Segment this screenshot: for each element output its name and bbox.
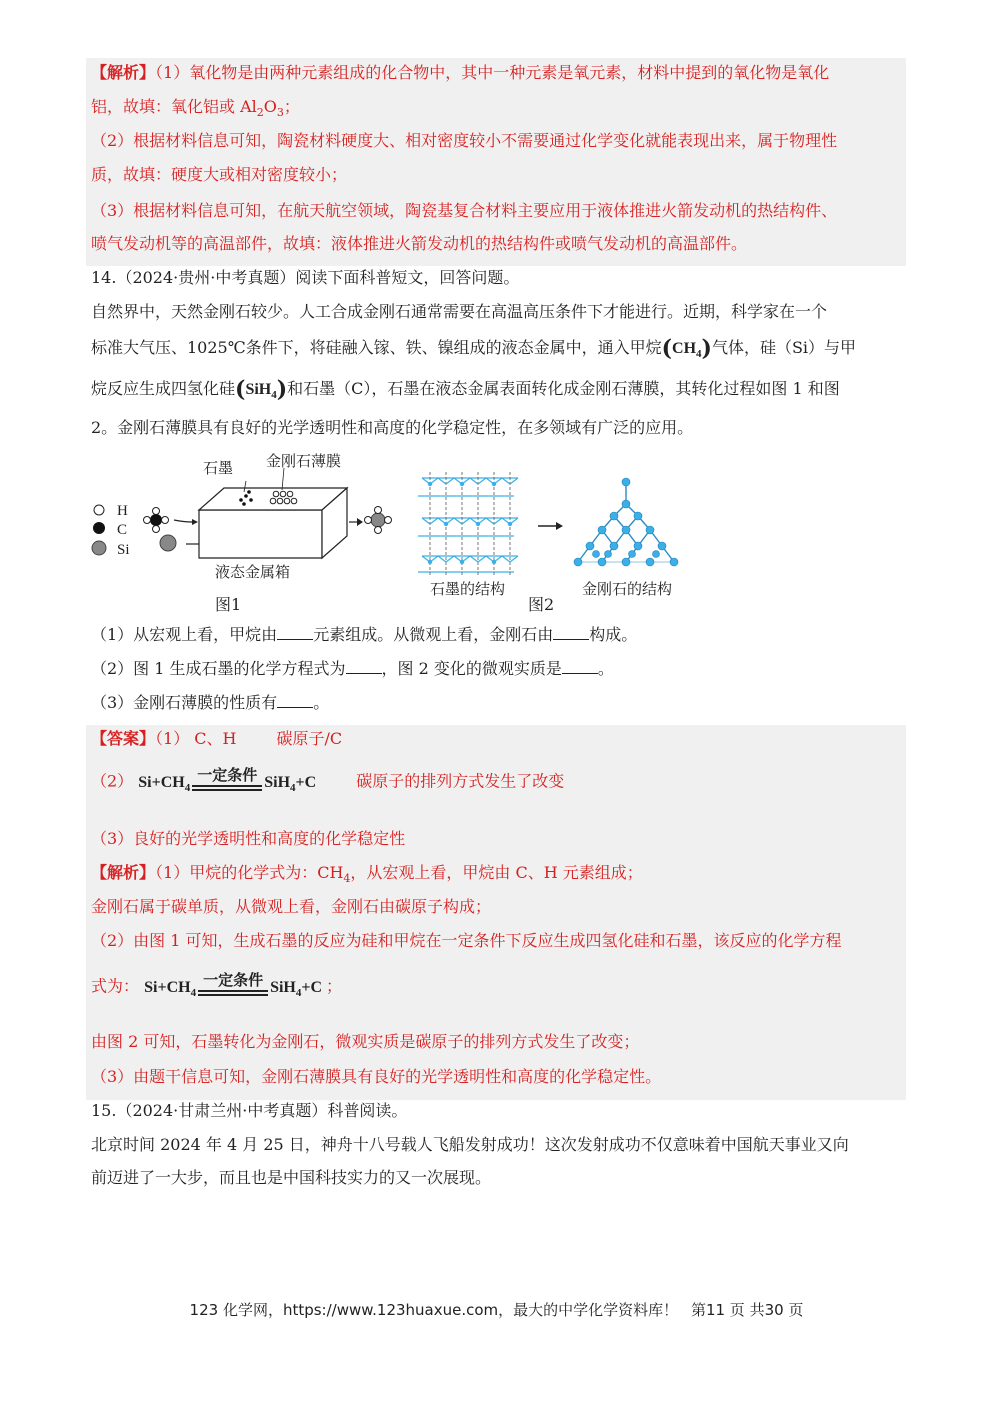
legend-c-atom xyxy=(93,522,105,534)
question-14-paragraph-line-3: 烷反应生成四氢化硅(SiH$_4$)和石墨（C），石墨在液态金属表面转化成金刚石薄膜，其转化过程如图 1 和图 xyxy=(91,376,840,403)
diamond-structure xyxy=(578,482,674,562)
silane-formula: SiH$_4$ xyxy=(245,381,277,402)
answer-blank[interactable] xyxy=(553,625,589,640)
analysis-14-line-2: 金刚石属于碳单质，从微观上看，金刚石由碳原子构成； xyxy=(91,897,492,916)
analysis-13-line-3: （2）根据材料信息可知，陶瓷材料硬度大、相对密度较小不需要通过化学变化就能表现出来，属于物理性 xyxy=(91,131,838,150)
footer-page-number: 第11 页 共30 页 xyxy=(690,1301,804,1319)
answer-equation: $Si+CH_4$ 一定条件 SiH$_4$+C xyxy=(138,766,317,794)
analysis-equation: $Si+CH_4$ 一定条件 SiH$_4$+C xyxy=(144,971,323,999)
legend-c-label: C xyxy=(117,522,128,538)
figure-1 xyxy=(86,448,416,618)
label-graphite-structure: 石墨的结构 xyxy=(430,580,506,598)
question-14-header: 14.（2024·贵州·中考真题）阅读下面科普短文，回答问题。 xyxy=(91,268,520,287)
label-graphite: 石墨 xyxy=(203,459,234,477)
label-diamond-film: 金刚石薄膜 xyxy=(266,452,342,470)
question-15-header: 15.（2024·甘肃兰州·中考真题）科普阅读。 xyxy=(91,1101,408,1120)
question-15-paragraph-line-2: 前迈进了一大步，而且也是中国科技实力的又一次展现。 xyxy=(91,1168,492,1187)
analysis-13-line-6: 喷气发动机等的高温部件，故填：液体推进火箭发动机的热结构件或喷气发动机的高温部件。 xyxy=(91,234,748,253)
analysis-13-line-1: 【解析】（1）氧化物是由两种元素组成的化合物中，其中一种元素是氧元素，材料中提到的氧化物是氧化 xyxy=(91,63,830,82)
analysis-14-line-3: （2）由图 1 可知，生成石墨的反应为硅和甲烷在一定条件下反应生成四氢化硅和石墨，该反应的化学方程 xyxy=(91,931,842,950)
figure-2-caption: 图2 xyxy=(528,595,555,614)
answer-blank[interactable] xyxy=(346,659,382,674)
arrow-in-methane xyxy=(174,520,192,522)
legend-h-atom xyxy=(94,505,104,515)
question-14-sub-1: （1）从宏观上看，甲烷由 元素组成。从微观上看，金刚石由 构成。 xyxy=(91,625,638,644)
analysis-14-line-5: 由图 2 可知，石墨转化为金刚石，微观实质是碳原子的排列方式发生了改变； xyxy=(91,1032,640,1051)
question-14-paragraph-line-4: 2。金刚石薄膜具有良好的光学透明性和高度的化学稳定性，在多领域有广泛的应用。 xyxy=(91,418,694,437)
methane-molecule xyxy=(144,508,169,533)
answer-14-line-3: （3）良好的光学透明性和高度的化学稳定性 xyxy=(91,829,406,848)
analysis-14-line-6: （3）由题干信息可知，金刚石薄膜具有良好的光学透明性和高度的化学稳定性。 xyxy=(91,1067,662,1086)
analysis-14-line-1: 【解析】（1）甲烷的化学式为：$CH_4$，从宏观上看，甲烷由 C、H 元素组成； xyxy=(91,863,643,886)
methane-formula: $CH_4$ xyxy=(672,340,702,361)
answer-blank[interactable] xyxy=(277,693,313,708)
label-liquid-metal-box: 液态金属箱 xyxy=(215,563,291,581)
legend-si-label: Si xyxy=(117,542,130,558)
question-14-paragraph-line-2: 标准大气压、1025℃条件下，将硅融入镓、铁、镍组成的液态金属中，通入甲烷$(CH_4)$气体，硅（Si）与甲 xyxy=(91,335,857,362)
analysis-tag: 【解析】 xyxy=(91,63,156,82)
answer-14-line-1: 【答案】（1） C、H 碳原子/C xyxy=(91,729,343,748)
analysis-14-line-4: 式为： $Si+CH_4$ 一定条件 SiH$_4$+C ； xyxy=(91,971,343,999)
analysis-13-line-5: （3）根据材料信息可知，在航天航空领域，陶瓷基复合材料主要应用于液体推进火箭发动机的热结构件、 xyxy=(91,201,838,220)
legend-si-atom xyxy=(92,541,106,555)
question-15-paragraph-line-1: 北京时间 2024 年 4 月 25 日，神舟十八号载人飞船发射成功！这次发射成功不仅意味着中国航天事业又向 xyxy=(91,1135,849,1154)
silicon-atom xyxy=(160,535,176,551)
figure-1-caption: 图1 xyxy=(215,595,242,614)
question-14-paragraph-line-1: 自然界中，天然金刚石较少。人工合成金刚石通常需要在高温高压条件下才能进行。近期，科学家在一个 xyxy=(91,302,828,321)
page-footer xyxy=(0,1299,993,1320)
question-14-sub-2: （2）图 1 生成石墨的化学方程式为 ，图 2 变化的微观实质是 。 xyxy=(91,659,614,678)
figure-2 xyxy=(410,460,710,620)
answer-14-line-2: （2） $Si+CH_4$ 一定条件 SiH$_4$+C 碳原子的排列方式发生了改变 xyxy=(91,766,565,794)
analysis-13-line-4: 质，故填：硬度大或相对密度较小； xyxy=(91,165,348,184)
footer-site-link[interactable]: 123 化学网，https://www.123huaxue.com，最大的中学化学资料库！ xyxy=(189,1301,679,1319)
answer-blank[interactable] xyxy=(277,625,313,640)
legend-h-label: H xyxy=(117,503,128,519)
silane-molecule xyxy=(365,507,392,534)
graphite-structure xyxy=(418,472,518,576)
graphite-atoms xyxy=(428,482,512,564)
question-14-sub-3: （3）金刚石薄膜的性质有 。 xyxy=(91,693,330,712)
answer-blank[interactable] xyxy=(562,659,598,674)
label-diamond-structure: 金刚石的结构 xyxy=(582,580,673,598)
analysis-13-line-2: 铝，故填：氧化铝或 $Al_2O_3$； xyxy=(91,97,300,120)
